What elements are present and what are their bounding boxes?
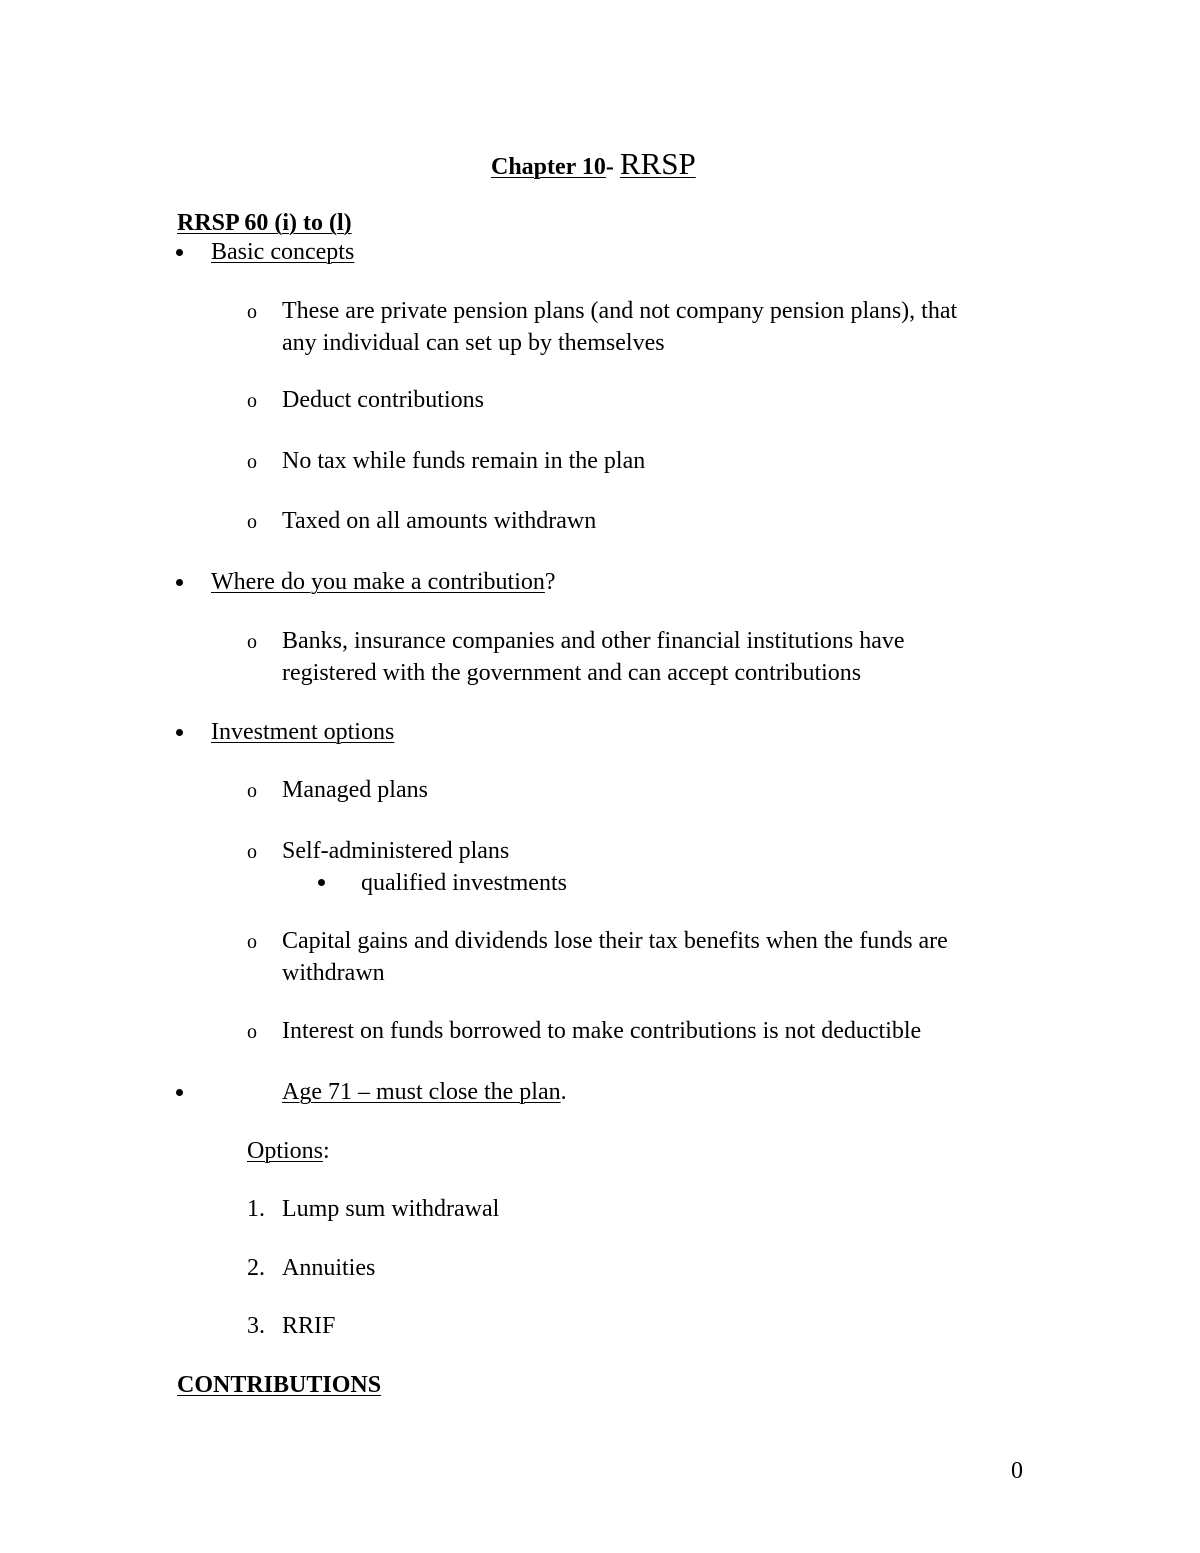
list-item: No tax while funds remain in the plan (282, 448, 646, 474)
contribution-heading-text: Where do you make a contribution (211, 569, 545, 595)
page-number: 0 (1011, 1458, 1023, 1484)
numbered-item: Annuities (282, 1255, 376, 1281)
sub-bullet-marker: o (247, 1021, 257, 1043)
options-label-punct: : (323, 1138, 330, 1164)
list-item-continuation: withdrawn (282, 960, 385, 986)
age-71-heading-text: Age 71 – must close the plan (282, 1079, 561, 1105)
sub-bullet-marker: o (247, 451, 257, 473)
bullet-dot (176, 729, 183, 736)
list-item: Managed plans (282, 777, 428, 803)
sub-bullet-marker: o (247, 301, 257, 323)
sub-bullet-marker: o (247, 780, 257, 802)
title-chapter: Chapter 10 (491, 154, 606, 180)
sub-bullet-marker: o (247, 390, 257, 412)
list-item: These are private pension plans (and not company pension plans), that (282, 298, 958, 324)
title-topic: RRSP (619, 146, 696, 181)
numbered-item-number: 2. (247, 1255, 265, 1281)
sub-bullet-marker: o (247, 511, 257, 533)
bullet-dot (318, 879, 325, 886)
sub-bullet-marker: o (247, 631, 257, 653)
list-item: Banks, insurance companies and other financial institutions have (282, 628, 905, 654)
list-item: Deduct contributions (282, 387, 484, 413)
sub-bullet-marker: o (247, 841, 257, 863)
list-item-continuation: registered with the government and can accept contributions (282, 660, 862, 686)
investment-options-heading: Investment options (211, 719, 395, 745)
bullet-dot (176, 249, 183, 256)
numbered-item-number: 3. (247, 1313, 265, 1339)
age-71-heading (282, 1080, 567, 1104)
options-label-text: Options (247, 1138, 324, 1164)
list-item: Self-administered plans (282, 838, 510, 864)
list-item: Interest on funds borrowed to make contributions is not deductible (282, 1018, 922, 1044)
list-item: Taxed on all amounts withdrawn (282, 508, 597, 534)
options-label (247, 1139, 330, 1163)
section-heading: RRSP 60 (i) to (l) (177, 210, 352, 236)
contribution-heading-punct: ? (544, 569, 556, 595)
bullet-dot (176, 579, 183, 586)
list-item: Capital gains and dividends lose their tax benefits when the funds are (282, 928, 948, 954)
contribution-heading (211, 570, 556, 594)
contributions-heading: CONTRIBUTIONS (177, 1372, 382, 1398)
age-71-heading-punct: . (560, 1079, 567, 1105)
sub-bullet-marker: o (247, 931, 257, 953)
bullet-dot (176, 1089, 183, 1096)
page-title (491, 148, 696, 179)
numbered-item: Lump sum withdrawal (282, 1196, 500, 1222)
numbered-item-number: 1. (247, 1196, 265, 1222)
list-item-continuation: any individual can set up by themselves (282, 330, 665, 356)
basic-concepts-heading: Basic concepts (211, 239, 355, 265)
title-dash: - (605, 154, 620, 180)
nested-list-item: qualified investments (361, 870, 567, 896)
numbered-item: RRIF (282, 1313, 336, 1339)
